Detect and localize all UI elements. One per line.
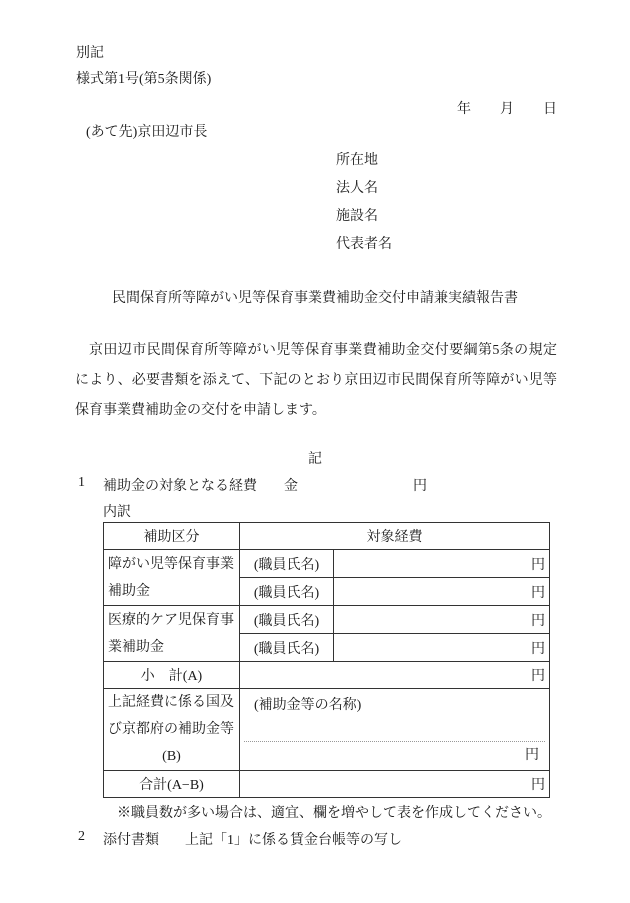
table-header-row: [104, 523, 550, 550]
deduction-amount: 円: [244, 741, 545, 769]
date-day-label: 日: [543, 102, 557, 117]
amount-cell: 円: [334, 634, 550, 662]
staff-name-cell: (職員氏名): [240, 634, 334, 662]
deduction-row: [104, 689, 550, 771]
submitter-field-representative: 代表者名: [336, 237, 392, 252]
deduction-line3: (B): [162, 749, 181, 764]
submitter-field-location: 所在地: [336, 153, 378, 168]
submitter-field-corporation: 法人名: [336, 181, 378, 196]
subtotal-row: [104, 662, 550, 689]
total-row: [104, 771, 550, 798]
item2-line: [0, 829, 630, 849]
header-category-cell: 補助区分: [104, 523, 240, 550]
breakdown-label: 内訳: [103, 505, 131, 520]
form-number: 様式第1号(第5条関係): [76, 72, 212, 87]
category-medical-line1: 医療的ケア児保育事: [108, 612, 234, 628]
item2-label: 添付書類: [103, 833, 159, 848]
item1-number: 1: [78, 475, 85, 490]
item1-label: 補助金の対象となる経費: [103, 479, 257, 494]
header-expenses-cell: 対象経費: [240, 523, 550, 550]
table-row: [104, 606, 550, 634]
deduction-line2: び京都府の補助金等: [108, 722, 234, 737]
item2-value: 上記「1」に係る賃金台帳等の写し: [185, 833, 402, 848]
item1-amount-unit: 円: [413, 479, 427, 494]
record-marker: 記: [308, 452, 322, 467]
category-medical-line2: 業補助金: [108, 639, 164, 655]
deduction-name-label: (補助金等の名称): [254, 698, 362, 713]
date-year-label: 年: [457, 102, 471, 117]
total-amount-cell: 円: [240, 771, 550, 798]
category-disability-line1: 障がい児等保育事業: [108, 556, 234, 572]
item1-line: [0, 475, 630, 495]
category-medical-cell: [104, 606, 240, 662]
body-paragraph: 京田辺市民間保育所等障がい児等保育事業費補助金交付要綱第5条の規定により、必要書類を添えて、下記のとおり京田辺市民間保育所等障がい児等保育事業費補助金の交付を申請します。: [75, 343, 557, 418]
addressee-line: (あて先)京田辺市長: [86, 125, 208, 140]
submitter-block: [336, 147, 392, 259]
staff-name-cell: (職員氏名): [240, 606, 334, 634]
deduction-detail-cell: [240, 689, 550, 771]
subtotal-amount-cell: 円: [240, 662, 550, 689]
date-line: [457, 98, 557, 118]
appendix-label: 別記: [76, 46, 104, 61]
deduction-line1: 上記経費に係る国及: [108, 695, 234, 710]
item2-number: 2: [78, 829, 85, 844]
staff-name-cell: (職員氏名): [240, 578, 334, 606]
category-disability-cell: [104, 550, 240, 606]
total-label-cell: 合計(A−B): [104, 771, 240, 798]
table-footnote: ※職員数が多い場合は、適宜、欄を増やして表を作成してください。: [117, 806, 551, 821]
table-row: [104, 550, 550, 578]
deduction-category-cell: [104, 689, 240, 771]
submitter-field-facility: 施設名: [336, 209, 378, 224]
document-title: 民間保育所等障がい児等保育事業費補助金交付申請兼実績報告書: [112, 291, 518, 306]
staff-name-cell: (職員氏名): [240, 550, 334, 578]
item1-amount-prefix: 金: [284, 479, 298, 494]
amount-cell: 円: [334, 606, 550, 634]
amount-cell: 円: [334, 550, 550, 578]
category-disability-line2: 補助金: [108, 583, 150, 599]
expense-table: [103, 522, 550, 798]
date-month-label: 月: [500, 102, 514, 117]
amount-cell: 円: [334, 578, 550, 606]
subtotal-label-cell: 小 計(A): [104, 662, 240, 689]
